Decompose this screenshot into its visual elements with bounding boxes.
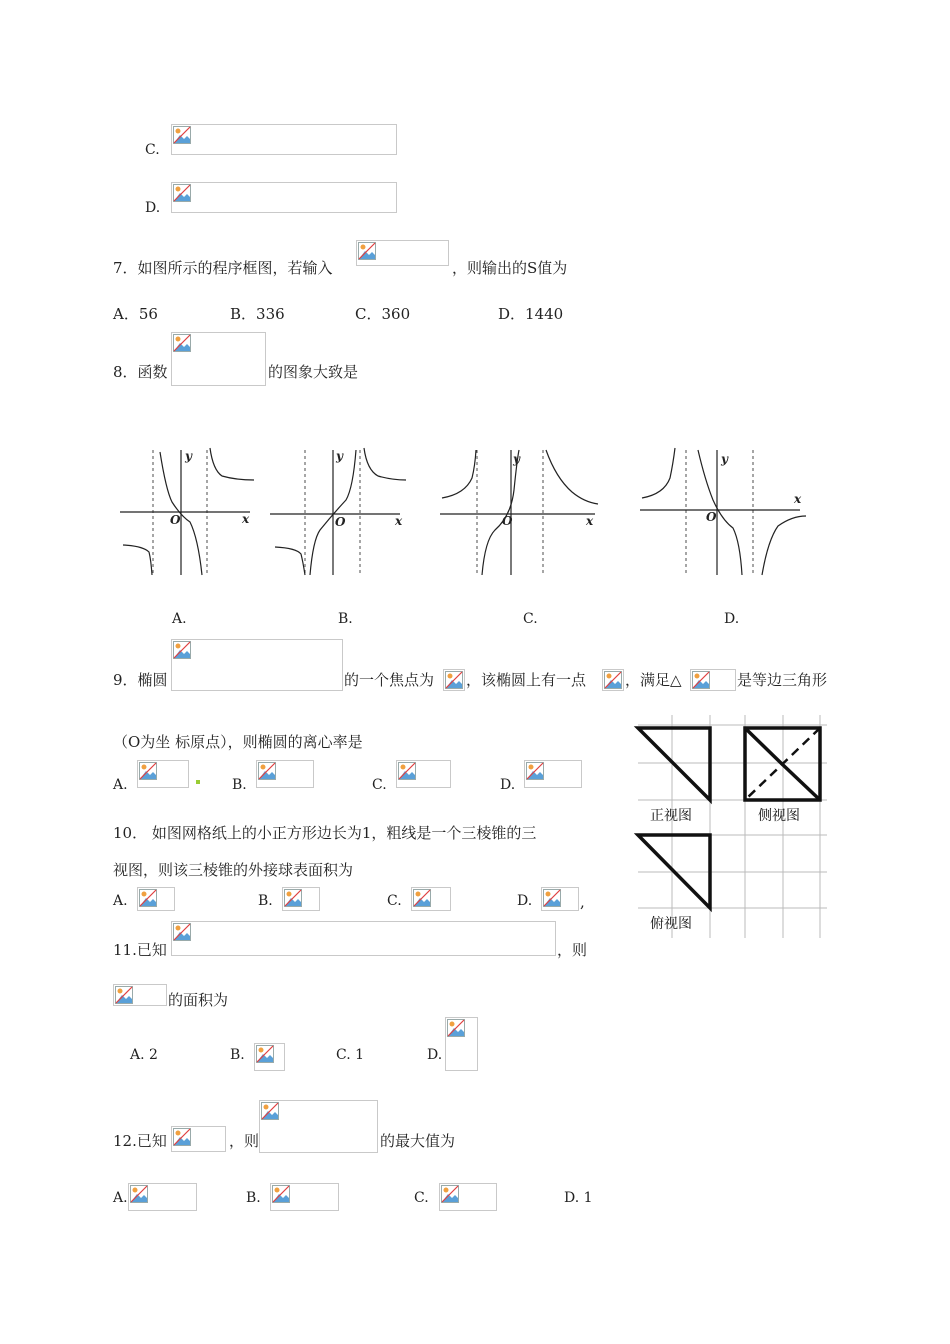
broken-image-icon (139, 762, 157, 780)
q12-option-c-image (439, 1183, 497, 1211)
graph-b-y-label: y (336, 449, 343, 463)
q12-condition-formula-image (171, 1126, 226, 1152)
q9-focus-formula-image (443, 669, 465, 691)
broken-image-icon (441, 1185, 459, 1203)
broken-image-icon (258, 762, 276, 780)
q12-option-b-label: B. (246, 1190, 261, 1206)
broken-image-icon (692, 671, 710, 689)
q10-option-c-image (411, 887, 451, 911)
q9-triangle-formula-image (690, 669, 736, 691)
q8-graph-a-label: A. (172, 611, 187, 627)
graph-a-y-label: y (185, 449, 192, 463)
q7-option-d: D．1440 (498, 305, 564, 323)
q8-graph-b-label: B. (338, 611, 353, 627)
q9-text-satisfy: ，满足△ (625, 671, 682, 689)
graph-d-x-label: x (794, 492, 802, 506)
q7-input-formula-image (356, 240, 449, 266)
q9-text-equilateral: 是等边三角形 (737, 671, 828, 689)
q12-option-a-image (128, 1183, 197, 1211)
q9-option-b-image (256, 760, 314, 788)
graph-a-x-label: x (242, 512, 250, 526)
q6-option-c-label: C. (145, 142, 160, 158)
q10-option-c-label: C. (387, 893, 402, 909)
q8-graph-d-label: D. (724, 611, 740, 627)
graph-c-origin: O (502, 514, 513, 528)
graph-c-x-label: x (586, 514, 594, 528)
graph-a (120, 448, 254, 575)
broken-image-icon (413, 889, 431, 907)
q11-text-prefix: 11.已知 (113, 941, 167, 959)
q9-option-d-image (524, 760, 582, 788)
q12-option-b-image (270, 1183, 339, 1211)
q10-text-line1: 10． 如图网格纸上的小正方形边长为1，粗线是一个三棱锥的三 (113, 824, 537, 842)
graph-b-origin: O (335, 515, 346, 529)
broken-image-icon (173, 126, 191, 144)
graph-d (640, 448, 806, 575)
q6-option-d-formula-image (171, 182, 397, 213)
side-view-label: 侧视图 (758, 808, 800, 824)
q10-text-line2: 视图，则该三棱锥的外接球表面积为 (113, 861, 354, 879)
broken-image-icon (445, 671, 463, 689)
broken-image-icon (272, 1185, 290, 1203)
q10-three-view-figure (630, 710, 835, 942)
q10-option-a-image (137, 887, 175, 911)
q9-option-a-image (137, 760, 189, 788)
q9-option-c-image (396, 760, 451, 788)
q11-option-c: C. 1 (336, 1047, 365, 1063)
q8-text-suffix: 的图象大致是 (268, 363, 359, 381)
q11-option-a: A. 2 (130, 1047, 158, 1063)
q12-option-d: D. 1 (564, 1190, 593, 1206)
q11-text-area: 的面积为 (168, 991, 229, 1009)
broken-image-icon (526, 762, 544, 780)
q9-option-a-label: A. (113, 777, 128, 793)
broken-image-icon (543, 889, 561, 907)
q6-option-d-label: D. (145, 200, 161, 216)
q7-option-b: B．336 (230, 305, 285, 323)
decorative-dot (196, 780, 200, 784)
q9-text-prefix: 9．椭圆 (113, 671, 168, 689)
graph-a-origin: O (170, 513, 181, 527)
q6-option-c-formula-image (171, 124, 397, 155)
q11-triangle-formula-image (113, 984, 167, 1006)
q12-expression-formula-image (259, 1100, 378, 1153)
q9-point-formula-image (602, 669, 624, 691)
q9-option-b-label: B. (232, 777, 247, 793)
q9-text-point: ，该椭圆上有一点 (466, 671, 587, 689)
q8-text-prefix: 8．函数 (113, 363, 168, 381)
front-view-label: 正视图 (650, 808, 692, 824)
q11-option-d-image (445, 1017, 478, 1071)
q12-text-max: 的最大值为 (380, 1132, 456, 1150)
q9-option-c-label: C. (372, 777, 387, 793)
q10-option-b-image (282, 887, 320, 911)
broken-image-icon (261, 1102, 279, 1120)
top-view-label: 俯视图 (650, 916, 692, 932)
q10-option-a-label: A. (113, 893, 128, 909)
q7-text-prefix: 7．如图所示的程序框图，若输入 (113, 259, 333, 277)
q9-option-d-label: D. (500, 777, 516, 793)
broken-image-icon (130, 1185, 148, 1203)
graph-c (440, 450, 598, 575)
q9-text-line2: （O为坐 标原点），则椭圆的离心率是 (113, 733, 363, 751)
broken-image-icon (173, 334, 191, 352)
q8-graph-c-label: C. (523, 611, 538, 627)
q11-condition-formula-image (171, 921, 556, 956)
graph-d-y-label: y (721, 452, 728, 466)
q7-option-c: C．360 (355, 305, 411, 323)
q11-text-then: ，则 (557, 941, 588, 959)
broken-image-icon (173, 1128, 191, 1146)
broken-image-icon (173, 641, 191, 659)
graph-b-x-label: x (395, 514, 403, 528)
q7-text-suffix: ，则输出的S值为 (452, 259, 568, 277)
graph-c-y-label: y (513, 452, 520, 466)
broken-image-icon (173, 923, 191, 941)
graph-b (270, 448, 406, 575)
broken-image-icon (358, 242, 376, 260)
broken-image-icon (398, 762, 416, 780)
q7-option-a: A．56 (113, 305, 158, 323)
q8-function-graphs (0, 430, 950, 590)
q11-option-d-label: D. (427, 1047, 443, 1063)
broken-image-icon (604, 671, 622, 689)
broken-image-icon (115, 986, 133, 1004)
q12-text-prefix: 12.已知 (113, 1132, 167, 1150)
q9-text-focus: 的一个焦点为 (344, 671, 435, 689)
q9-ellipse-formula-image (171, 639, 343, 691)
broken-image-icon (139, 889, 157, 907)
broken-image-icon (284, 889, 302, 907)
graph-d-origin: O (706, 510, 717, 524)
q12-option-a-label: A. (113, 1190, 128, 1206)
q8-function-formula-image (171, 332, 266, 386)
front-view-shape (638, 728, 710, 800)
q12-option-c-label: C. (414, 1190, 429, 1206)
q12-text-then: ，则 (229, 1132, 260, 1150)
q10-option-b-label: B. (258, 893, 273, 909)
q11-option-b-image (254, 1043, 285, 1071)
q10-option-d-image (541, 887, 579, 911)
broken-image-icon (447, 1019, 465, 1037)
q11-option-b-label: B. (230, 1047, 245, 1063)
q10-option-d-label: D. (517, 893, 533, 909)
broken-image-icon (173, 184, 191, 202)
broken-image-icon (256, 1045, 274, 1063)
q10-trailing-comma: , (580, 893, 585, 911)
